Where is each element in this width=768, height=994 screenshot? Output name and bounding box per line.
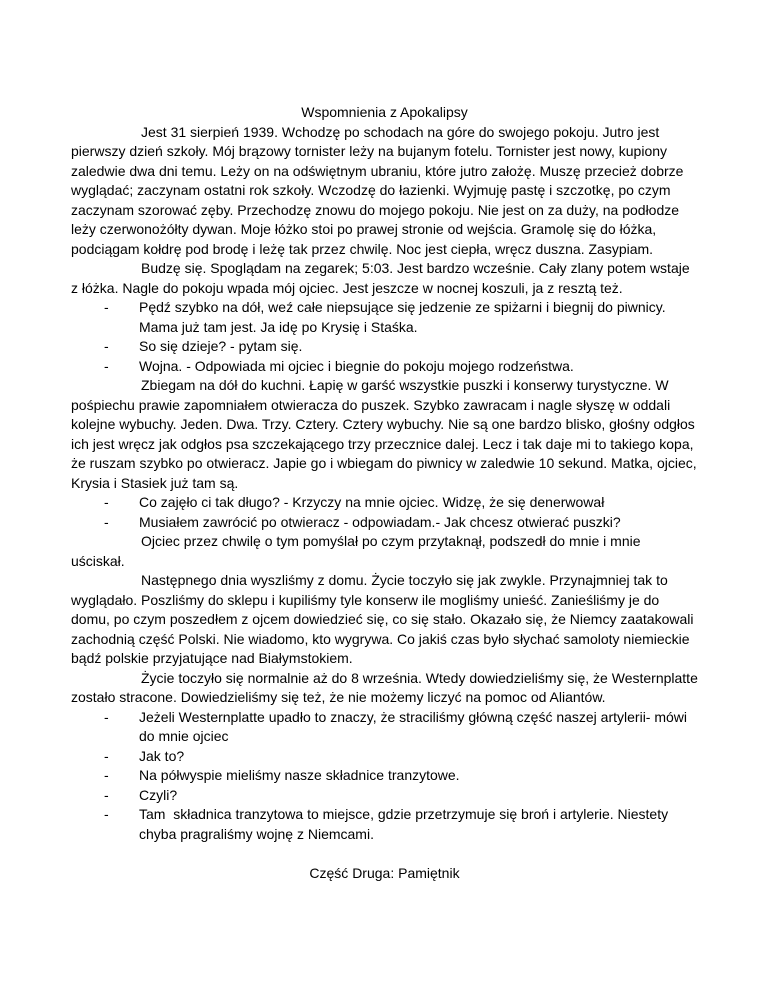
list-item: - Musiałem zawrócić po otwieracz - odpowiadam.- Jak chcesz otwierać puszki? bbox=[71, 513, 698, 533]
list-item: - So się dzieje? - pytam się. bbox=[71, 337, 698, 357]
dialogue-list-cellar bbox=[71, 493, 698, 532]
paragraph-next-day: Następnego dnia wyszliśmy z domu. Życie toczyło się jak zwykle. Przynajmniej tak to wyglądało. Poszliśmy do sklepu i kupiliśmy tyle konserw ile mogliśmy unieść. Zanieśliśmy je do domu, po czym poszedłem z ojcem dowiedzieć się, co się stało. Okazało się, że Niemcy zaatakowali zachodnią część Polski. Nie wiadomo, kto wygrywa. Co jakiś czas było słychać samoloty niemieckie bądź polskie przyjatujące nad Białymstokiem. bbox=[71, 572, 698, 666]
list-item: - Czyli? bbox=[71, 786, 698, 806]
paragraph-intro: Jest 31 sierpień 1939. Wchodzę po schodach na góre do swojego pokoju. Jutro jest pierwszy dzień szkoły. Mój brązowy tornister leży na bujanym fotelu. Tornister jest nowy, kupiony zaledwie dwa dni temu. Leży on na odświętnym ubraniu, które jutro założę. Muszę przecież dobrze wyglądać; zaczynam ostatni rok szkoły. Wczodzę do łazienki. Wyjmuję pastę i szczotkę, po czym zaczynam szorować zęby. Przechodzę znowu do mojego pokoju. Nie jest on za duży, na podłodze leży czerwonożółty dywan. Moje łóżko stoi po prawej stronie od wejścia. Gramolę się do łóżka, podciągam kołdrę pod brodę i leżę tak przez chwilę. Noc jest ciepła, wręcz duszna. Zasypiam. bbox=[71, 123, 688, 257]
list-item: - Wojna. - Odpowiada mi ojciec i biegnie do pokoju mojego rodzeństwa. bbox=[71, 357, 698, 377]
paragraph-waking: Budzę się. Spoglądam na zegarek; 5:03. Jest bardzo wcześnie. Cały zlany potem wstaje z łóżka. Nagle do pokoju wpada mój ojciec. Jest jeszcze w nocnej koszuli, ja z resztą też. bbox=[71, 260, 694, 296]
list-item: - Tam składnica tranzytowa to miejsce, gdzie przetrzymuje się broń i artylerie. Niestety chyba pragraliśmy wojnę z Niemcami. bbox=[71, 805, 698, 844]
dialogue-list-morning bbox=[71, 298, 698, 376]
paragraph-kitchen: Zbiegam na dół do kuchni. Łapię w garść wszystkie puszki i konserwy turystyczne. W pośpiechu prawie zapomniałem otwieracza do puszek. Szybko zawracam i nagle słyszę w oddali kolejne wybuchy. Jeden. Dwa. Trzy. Cztery. Cztery wybuchy. Nie są one bardzo blisko, głośny odgłos ich jest wręcz jak odgłos psa szczekającego trzy przecznice dalej. Lecz i tak daje mi to takiego kopa, że ruszam szybko po otwieracz. Japie go i wbiegam do piwnicy w zaledwie 10 sekund. Matka, ojciec, Krysia i Stasiek już tam są. bbox=[71, 377, 701, 491]
list-item: - Pędź szybko na dół, weź całe niepsujące się jedzenie ze spiżarni i biegnij do piwnicy. Mama już tam jest. Ja idę po Krysię i Staśka. bbox=[71, 298, 698, 337]
list-item: - Jak to? bbox=[71, 747, 698, 767]
list-item: - Na półwyspie mieliśmy nasze składnice tranzytowe. bbox=[71, 766, 698, 786]
part-two-heading: Część Druga: Pamiętnik bbox=[309, 864, 460, 881]
dialogue-list-westernplatte bbox=[71, 708, 698, 845]
paragraph-father-hug: Ojciec przez chwilę o tym pomyślał po czym przytaknął, podszedł do mnie i mnie uściskał. bbox=[71, 533, 645, 569]
document-title: Wspomnienia z Apokalipsy bbox=[301, 104, 468, 120]
list-item: - Jeżeli Westernplatte upadło to znaczy, że straciliśmy główną część naszej artylerii- mówi do mnie ojciec bbox=[71, 708, 698, 747]
paragraph-westernplatte: Życie toczyło się normalnie aż do 8 września. Wtedy dowiedzieliśmy się, że Westernplatte zostało stracone. Dowiedzieliśmy się też, że nie możemy liczyć na pomoc od Aliantów. bbox=[71, 669, 702, 705]
list-item: - Co zajęło ci tak długo? - Krzyczy na mnie ojciec. Widzę, że się denerwował bbox=[71, 493, 698, 513]
